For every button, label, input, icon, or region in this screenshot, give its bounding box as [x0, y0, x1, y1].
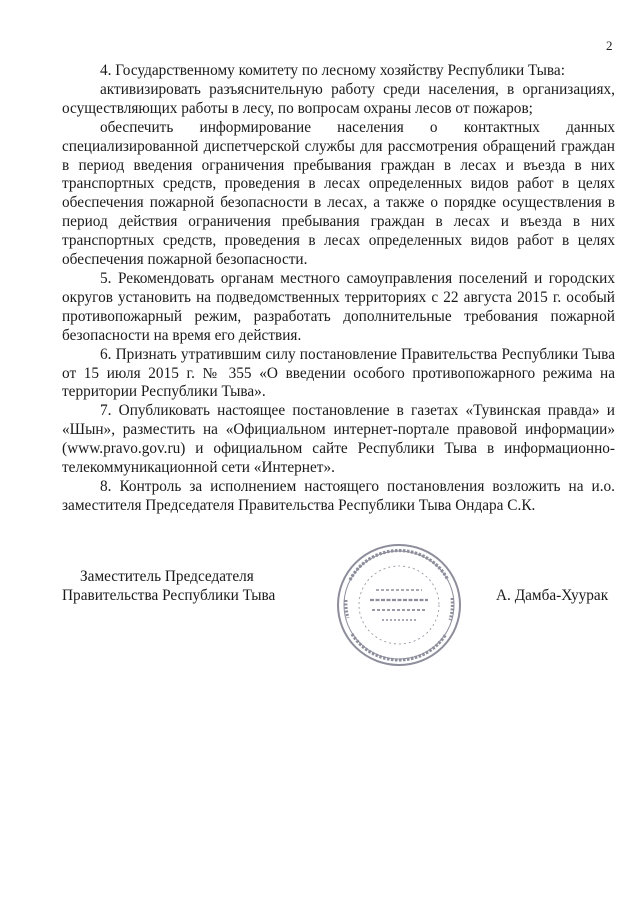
signatory-title-line-2: Правительства Республики Тыва [62, 587, 276, 604]
paragraph-4: 4. Государственному комитету по лесному хозяйству Республики Тыва: [100, 62, 565, 79]
paragraph-5: 5. Рекомендовать органам местного самоуправления поселений и городских округов установить на подведомственных территориях с 22 августа 2015 г. особый противопожарный режим, разработать дополнительные требования пожарной безопасности на время его действия. [62, 269, 615, 344]
paragraph-6: 6. Признать утратившим силу постановление Правительства Республики Тыва от 15 июля 2015 г. № 355 «О введении особого противопожарного режима на территории Республики Тыва». [62, 345, 615, 401]
signatory-name: А. Дамба-Хуурак [496, 587, 609, 604]
official-seal-stamp [334, 540, 464, 670]
paragraph-7: 7. Опубликовать настоящее постановление в газетах «Тувинская правда» и «Шын», разместить на «Официальном интернет-портале правовой информации» (www.pravo.gov.ru) и официальном сайте Республики Тыва в информационно-телекоммуникационной сети «Интернет». [62, 402, 615, 477]
page-number: 2 [606, 38, 613, 53]
paragraph-8: 8. Контроль за исполнением настоящего постановления возложить на и.о. заместителя Председателя Правительства Республики Тыва Ондара С.К. [62, 477, 615, 514]
paragraph-4-item-2: обеспечить информирование населения о контактных данных специализированной диспетчерской службы для рассмотрения обращений граждан в период введения ограничения пребывания граждан в лесах и въезда в них транспортных средств, проведения в лесах определенных видов работ в целях обеспечения пожарной безопасности в лесах, а также о порядке осуществления в период действия ограничения пребывания граждан в лесах и въезда в них транспортных средств, проведения в лесах определенных видов работ в целях обеспечения пожарной безопасности. [62, 118, 615, 269]
signatory-title-line-1: Заместитель Председателя [80, 568, 254, 585]
signatory-title [62, 567, 275, 605]
document-body [62, 62, 615, 516]
paragraph-4-item-1: активизировать разъяснительную работу среди населения, в организациях, осуществляющих работы в лесу, по вопросам охраны лесов от пожаров; [62, 80, 615, 117]
